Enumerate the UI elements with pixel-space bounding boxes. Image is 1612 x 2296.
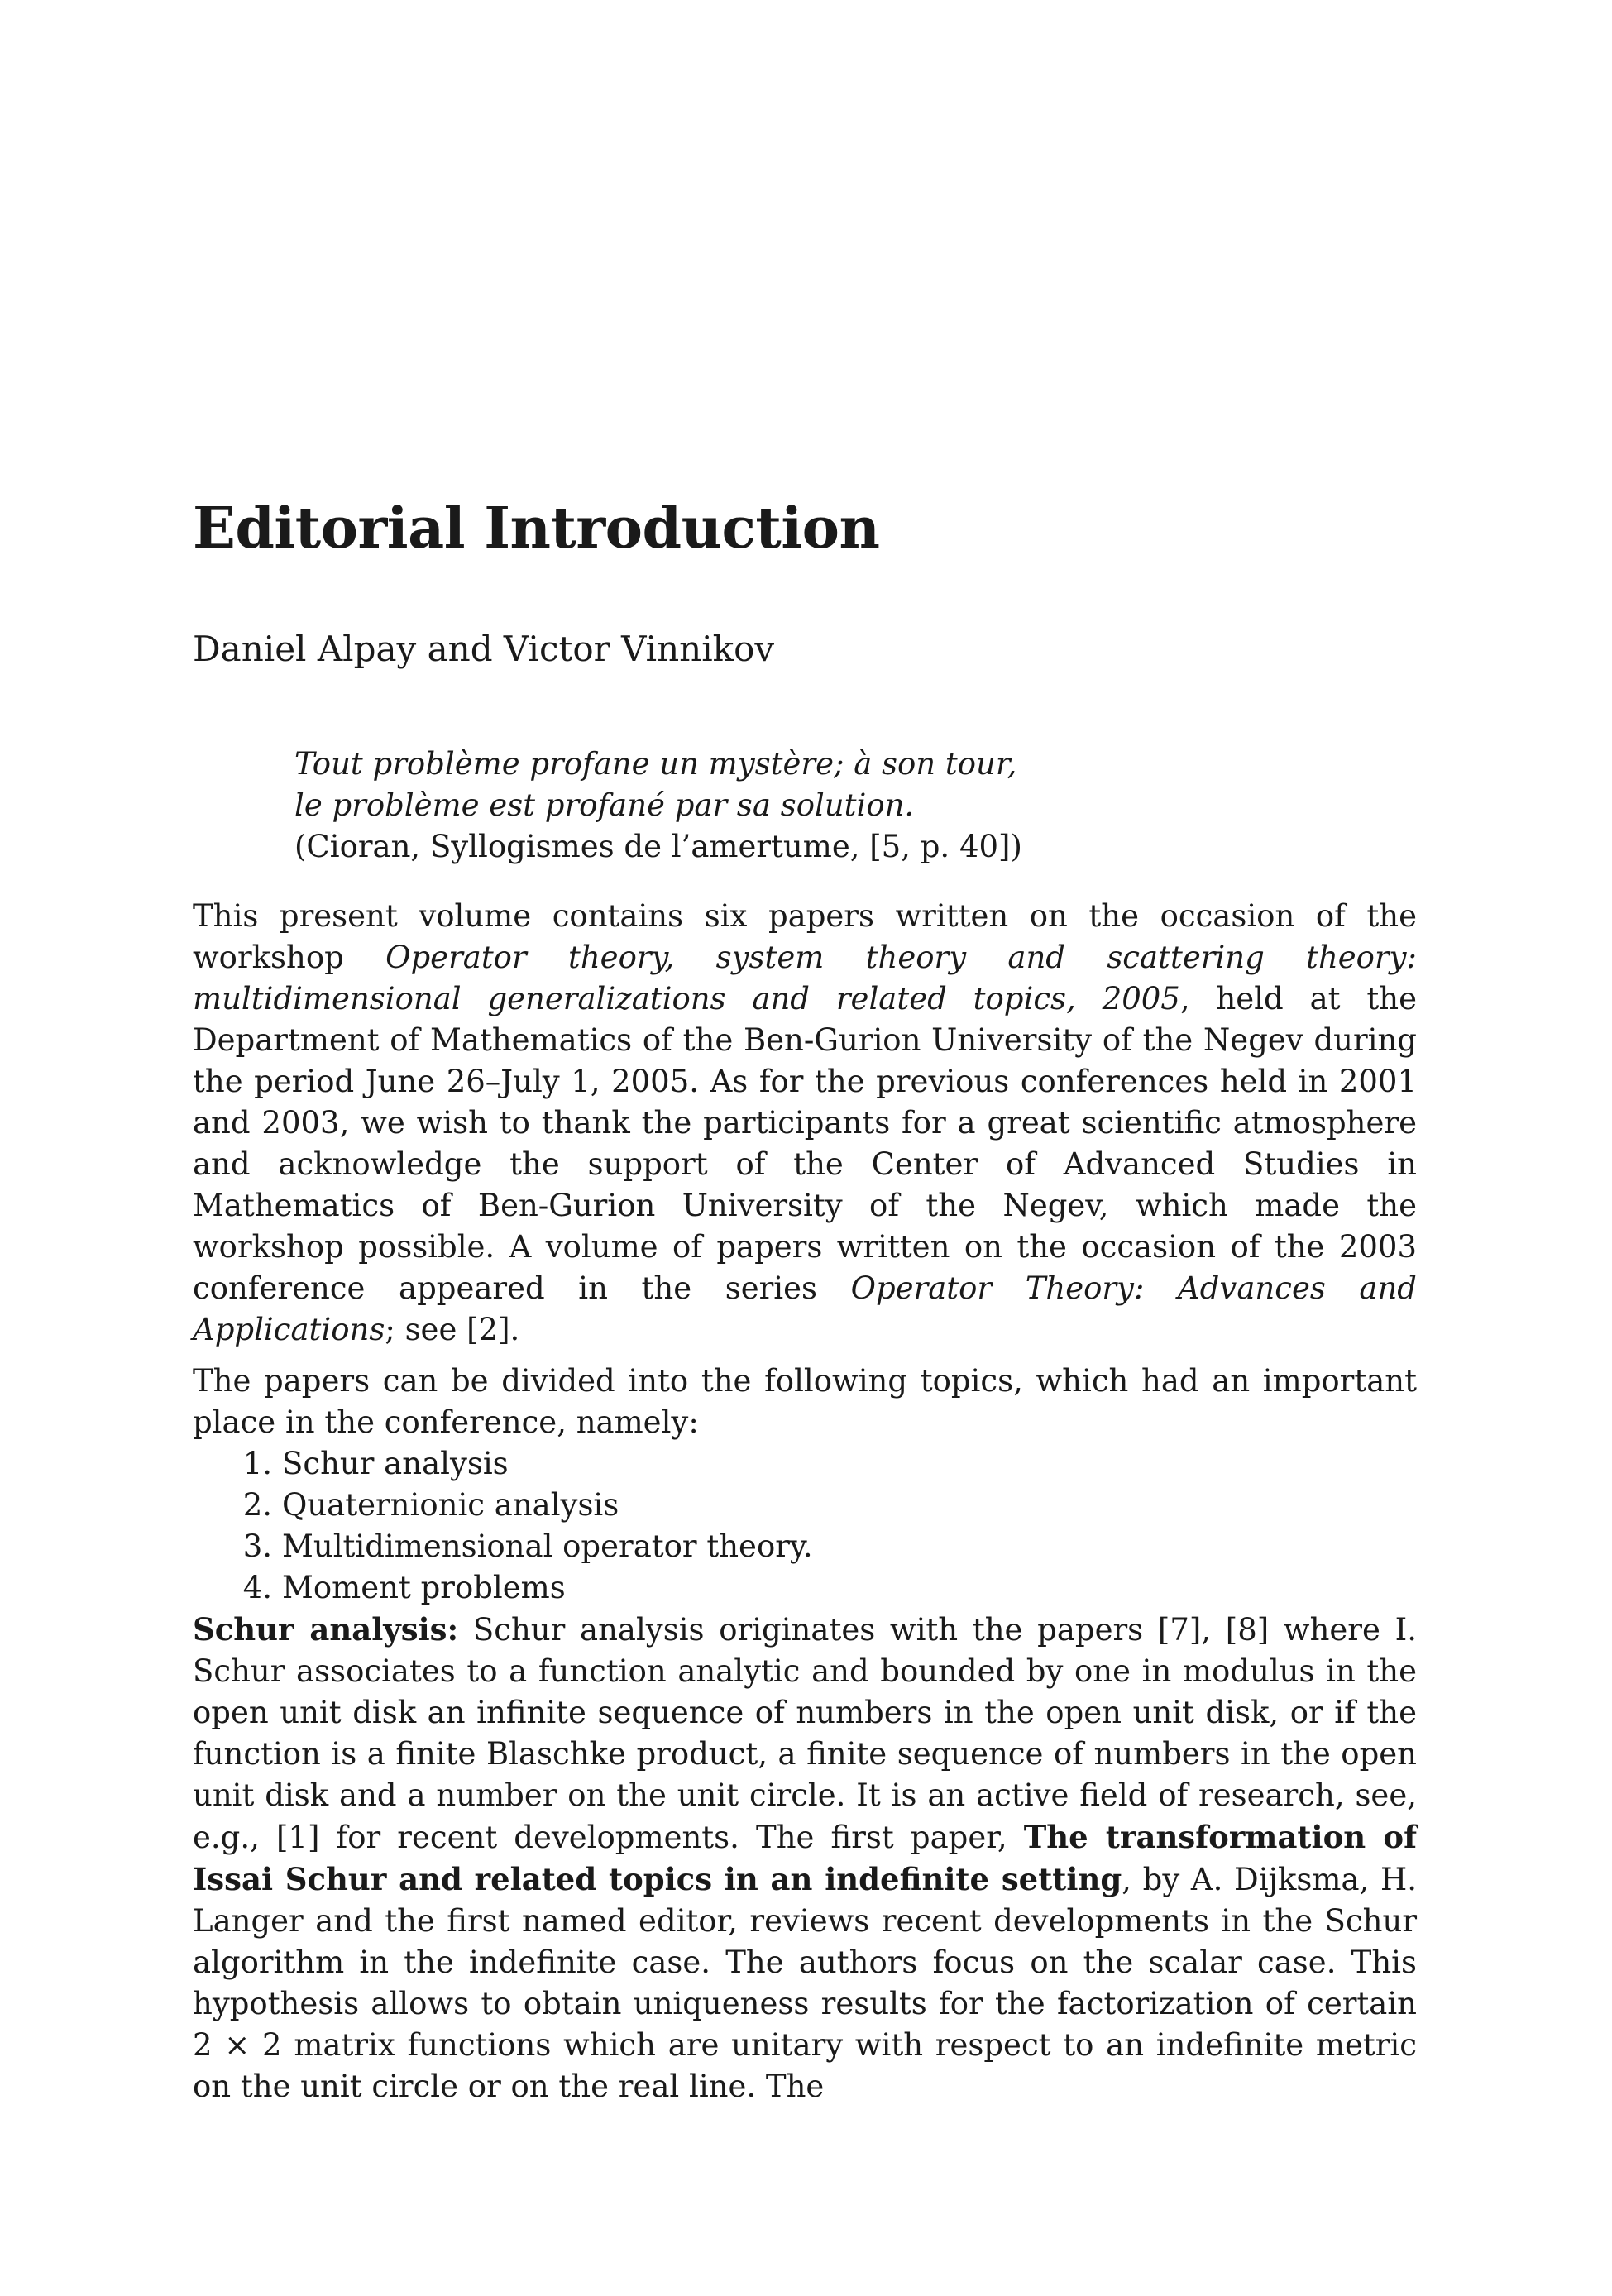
epigraph-line-2: le problème est profané par sa solution. bbox=[294, 787, 915, 823]
body-text bbox=[193, 896, 1417, 2107]
list-label: Multidimensional operator theory. bbox=[282, 1528, 813, 1564]
section-heading-schur: Schur analysis: bbox=[193, 1610, 459, 1648]
intro-text-2: , held at the Department of Mathematics of the Ben-Gurion University of the Negev during the period June 26–July 1, 2005. As for the previous conferences held in 2001 and 2003, we wish to thank the participants for a great scientific atmosphere and acknowledge the support of the Center of Advanced Studies in Mathematics of Ben-Gurion University of the Negev, which made the workshop possible. A volume of papers written on the occasion of the 2003 conference appeared in the series bbox=[193, 980, 1417, 1306]
epigraph bbox=[294, 744, 1417, 868]
list-number: 4. bbox=[242, 1569, 272, 1605]
list-item bbox=[239, 1443, 1417, 1485]
list-item bbox=[239, 1526, 1417, 1567]
topics-list bbox=[193, 1443, 1417, 1609]
authors: Daniel Alpay and Victor Vinnikov bbox=[193, 629, 775, 670]
list-label: Quaternionic analysis bbox=[282, 1486, 619, 1523]
list-item bbox=[239, 1485, 1417, 1526]
list-label: Moment problems bbox=[282, 1569, 566, 1605]
page bbox=[193, 496, 1417, 2107]
page-title: Editorial Introduction bbox=[193, 495, 880, 562]
epigraph-citation: (Cioran, Syllogismes de l’amertume, [5, p. 40]) bbox=[294, 828, 1022, 864]
schur-text-2: , by A. Dijksma, H. Langer and the first named editor, reviews recent developments in the Schur algorithm in the indefinite case. The authors focus on the scalar case. This hypothesis allows to obtain uniqueness results for the factorization of certain 2 × 2 matrix functions which are unitary with respect to an indefinite metric on the unit circle or on the real line. The bbox=[193, 1861, 1417, 2104]
list-number: 3. bbox=[242, 1528, 272, 1564]
list-number: 2. bbox=[242, 1486, 272, 1523]
workshop-title: Operator theory, system theory and scattering theory: multidimensional generalizations and related topics, 2005 bbox=[193, 939, 1417, 1016]
series-title: Operator Theory: Advances and Applications bbox=[193, 1270, 1417, 1347]
list-label: Schur analysis bbox=[282, 1445, 509, 1481]
epigraph-line-1: Tout problème profane un mystère; à son tour, bbox=[294, 745, 1017, 782]
schur-text-1: Schur analysis originates with the papers [7], [8] where I. Schur associates to a function analytic and bounded by one in modulus in the open unit disk an infinite sequence of numbers in the open unit disk, or if the function is a finite Blaschke product, a finite sequence of numbers in the open unit disk and a number on the unit circle. It is an active field of research, see, e.g., [1] for recent developments. The first paper, bbox=[193, 1611, 1417, 1855]
list-number: 1. bbox=[242, 1445, 272, 1481]
paragraph-intro bbox=[193, 896, 1417, 1351]
paragraph-topics-intro: The papers can be divided into the following topics, which had an important place in the conference, namely: bbox=[193, 1362, 1417, 1440]
paragraph-schur-analysis bbox=[193, 1609, 1417, 2107]
intro-text-3: ; see [2]. bbox=[385, 1311, 520, 1347]
intro-text-1: This present volume contains six papers written on the occasion of the workshop bbox=[193, 897, 1417, 975]
first-paper-title: The transformation of Issai Schur and related topics in an indefinite setting bbox=[193, 1818, 1417, 1897]
list-item bbox=[239, 1567, 1417, 1609]
